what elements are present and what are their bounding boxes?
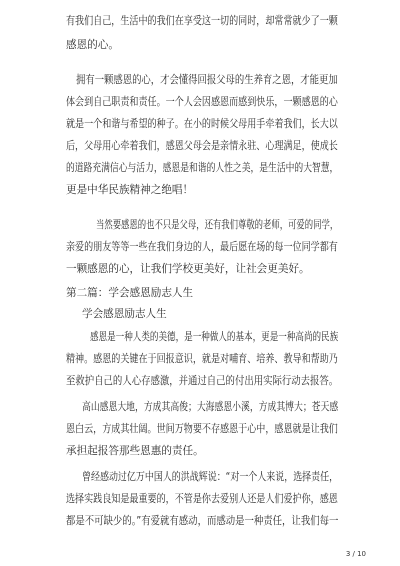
text-line: 亲爱的朋友等等一些在我们身边的人，最后愿在场的每一位同学都有	[66, 241, 338, 253]
text-line: 感恩的心。	[66, 39, 119, 51]
page-number: 3 / 10	[345, 550, 366, 558]
article-title: 学会感恩励志人生	[82, 308, 167, 320]
text-line: 恩白云，方成其壮阔。世间万物要不存感恩于心中，感恩就是让我们	[66, 423, 338, 435]
text-line: 拥有一颗感恩的心，才会懂得回报父母的生养育之恩，才能更加	[76, 74, 338, 86]
text-line: 精神。感恩的关键在于回报意识，就是对哺育、培养、教导和帮助乃	[66, 353, 338, 365]
text-line: 承担起报答那些恩惠的责任。	[66, 445, 204, 457]
text-line: 都是不可缺少的。”有爱就有感动，而感动是一种责任，让我们每一	[66, 515, 339, 527]
text-line: 有我们自己，生活中的我们在享受这一切的同时，却常常就少了一颗	[66, 15, 338, 27]
text-line: 的道路充满信心与活力，感恩是和谐的人性之美，是生活中的大智慧，	[66, 162, 339, 174]
text-line: 体会到自己职责和责任。一个人会因感恩而感到快乐，一颗感恩的心	[66, 96, 338, 108]
text-line: 更是中华民族精神之绝唱！	[66, 184, 194, 196]
text-line: 感恩是一种人类的美德，是一种做人的基本，更是一种高尚的民族	[90, 331, 339, 343]
text-line: 就是一个和谐与希望的种子。在小的时候父母用手牵着我们，长大以	[66, 118, 338, 130]
text-line: 当然要感恩的也不只是父母，还有我们尊敬的老师，可爱的同学，	[96, 219, 339, 231]
text-line: 一颗感恩的心，让我们学校更美好，让社会更美好。	[66, 263, 310, 275]
text-line: 高山感恩大地，方成其高俊；大海感恩小溪，方成其博大；苍天感	[82, 401, 339, 413]
text-line: 选择实践良知是最重要的，不管是你去爱别人还是人们爱护你，感恩	[66, 493, 338, 505]
text-line: 至救护自己的人心存感激，并通过自己的付出用实际行动去报答。	[66, 375, 339, 387]
text-line: 后，父母用心牵着我们，感恩父母会是亲情永驻、心理满足，使成长	[66, 140, 338, 152]
text-line: 曾经感动过亿万中国人的洪战辉说：“对一个人来说，选择责任，	[82, 471, 339, 483]
section-heading: 第二篇：学会感恩励志人生	[66, 287, 194, 299]
